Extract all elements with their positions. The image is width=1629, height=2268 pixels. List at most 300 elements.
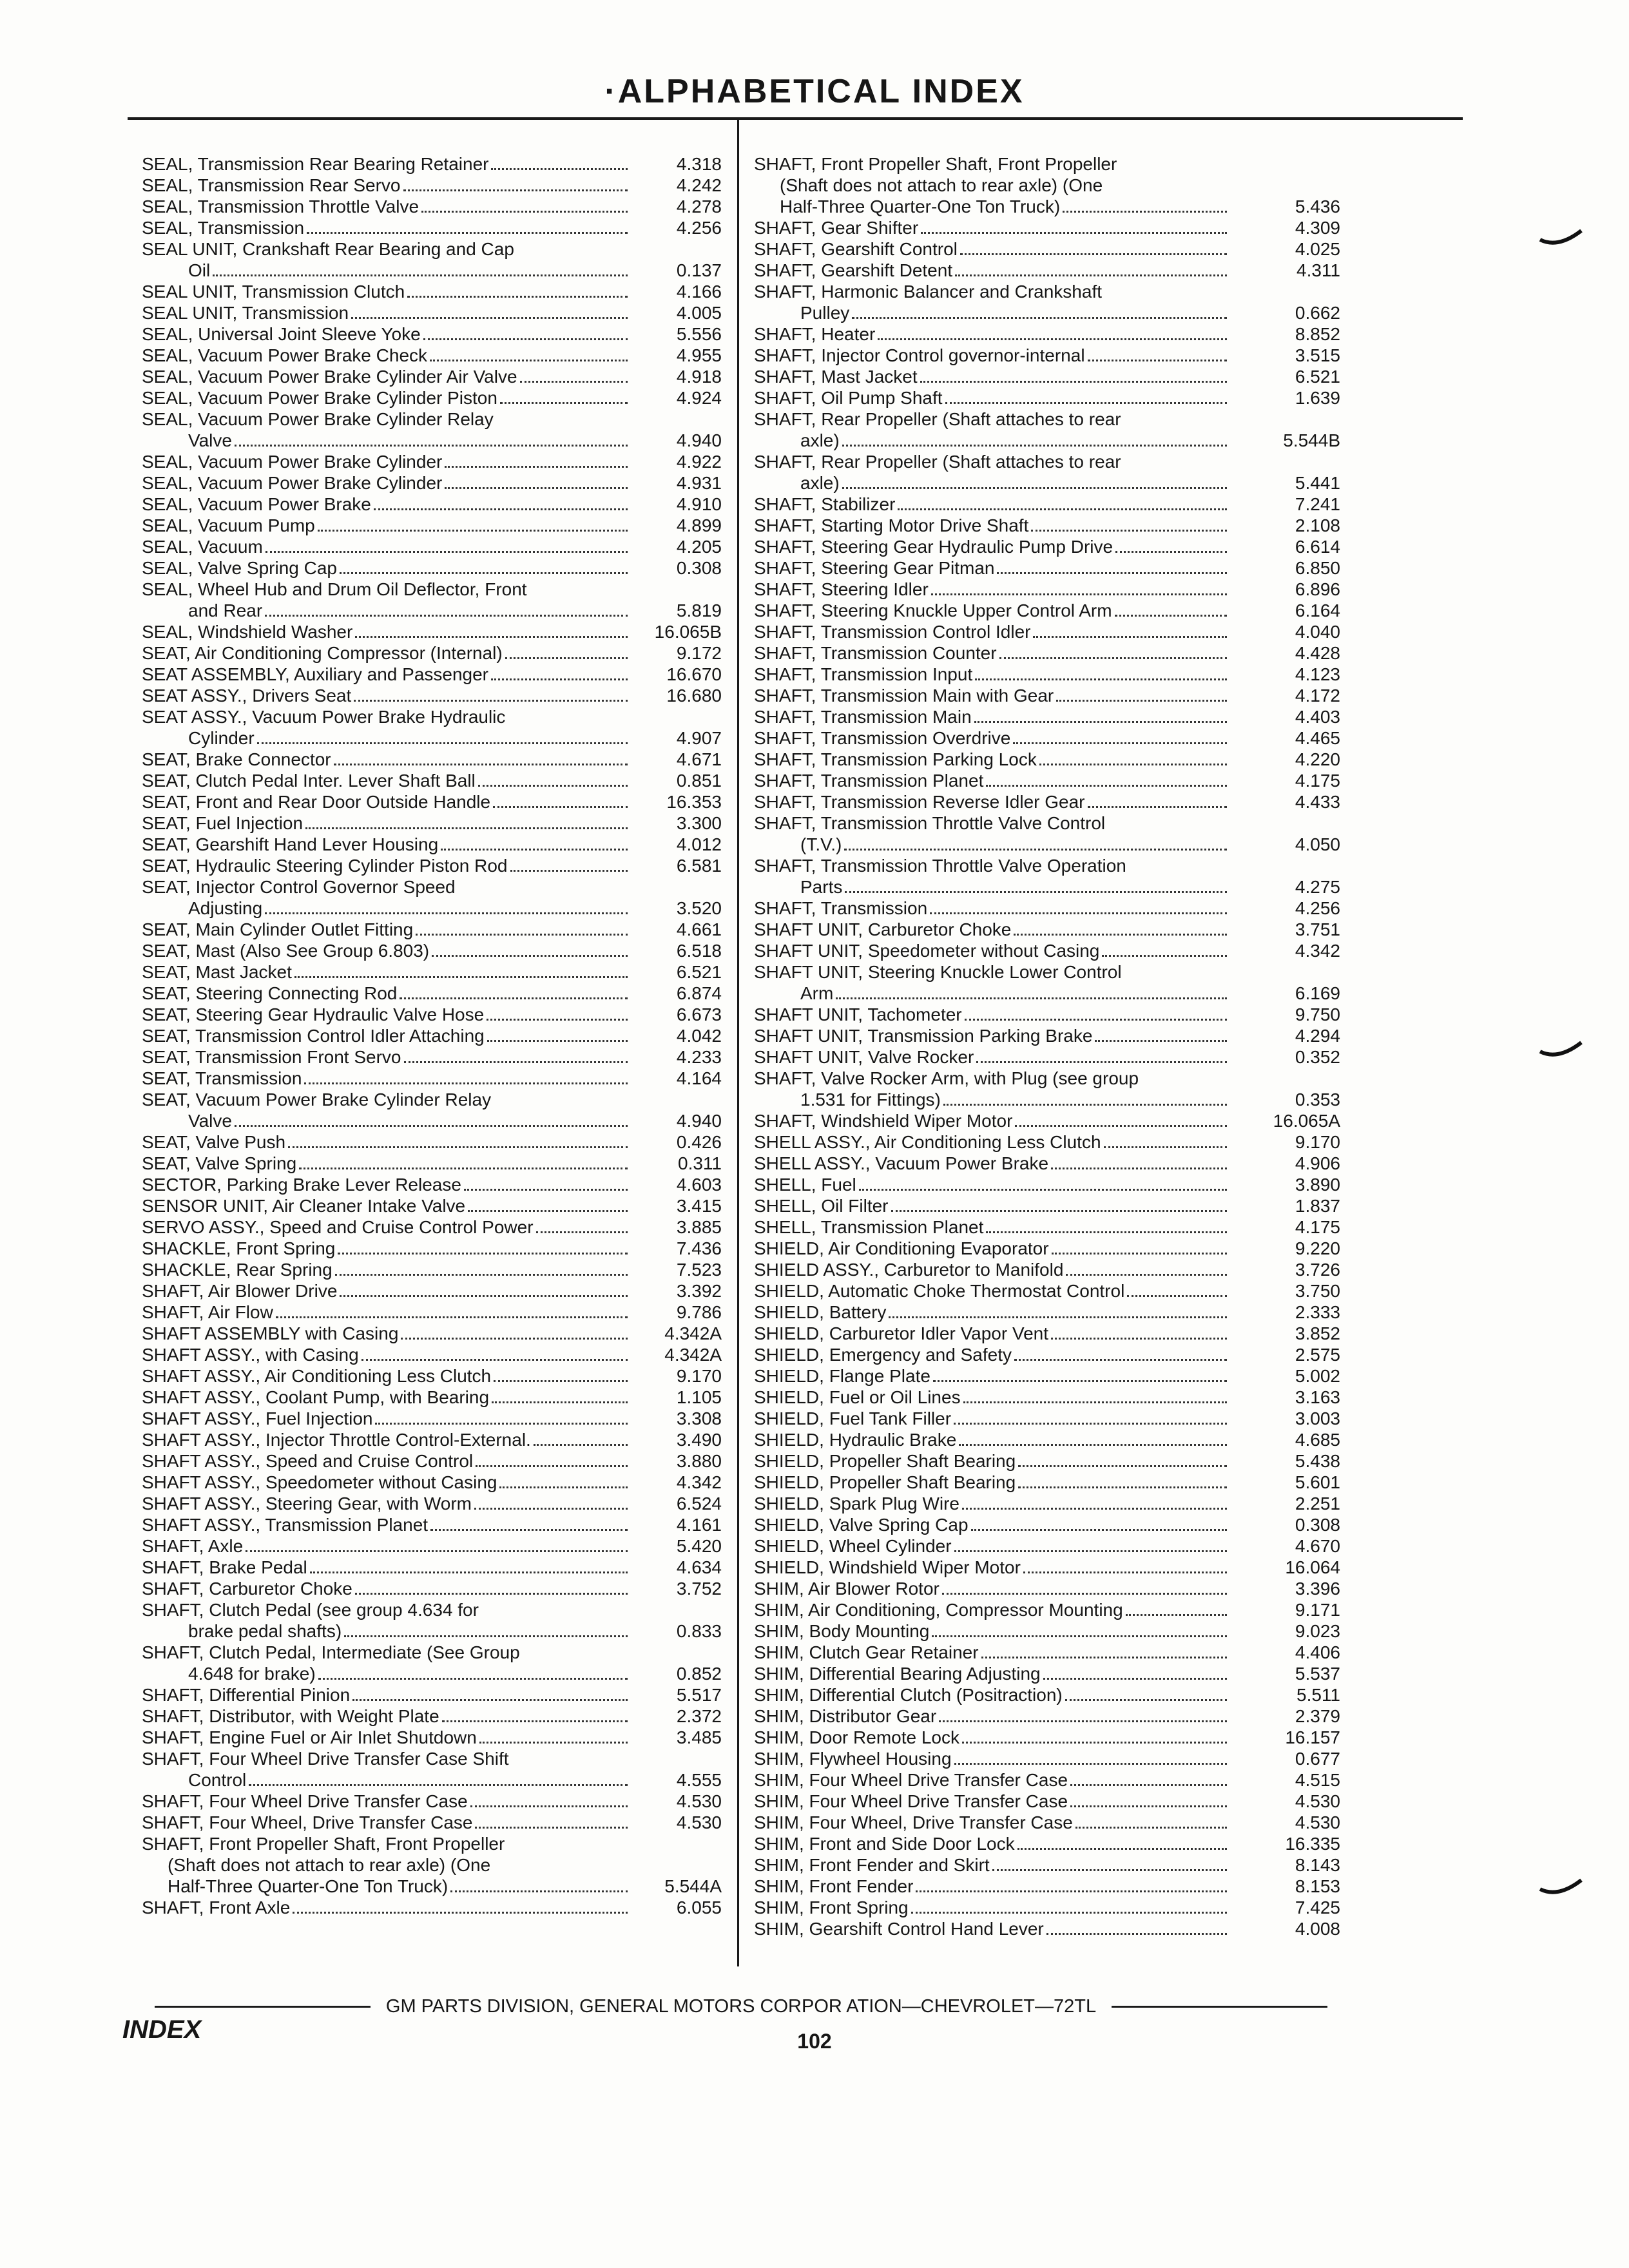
index-entry (754, 1068, 1340, 1110)
dot-leader (954, 1750, 1227, 1765)
index-entry-line (142, 472, 631, 494)
dot-leader (898, 495, 1227, 510)
index-entry-line (754, 451, 1231, 472)
index-entry-line (754, 1153, 1231, 1174)
index-entry (754, 1110, 1340, 1131)
index-entry-ref: 3.308 (676, 1408, 722, 1428)
index-entry-line (142, 1068, 631, 1089)
index-entry-label: SEAT, Gearshift Hand Lever Housing (142, 834, 439, 854)
index-entry-ref: 16.353 (666, 792, 722, 812)
index-entry-text (142, 1365, 631, 1387)
index-entry-label: SHIELD, Propeller Shaft Bearing (754, 1472, 1016, 1492)
index-entry-ref: 4.172 (1295, 686, 1340, 706)
index-entry-label: SEAT, Valve Spring (142, 1153, 297, 1173)
dot-leader (859, 1176, 1227, 1191)
index-entry (754, 919, 1340, 940)
index-entry (754, 685, 1340, 706)
dot-leader (844, 836, 1227, 850)
dot-leader (487, 1027, 628, 1042)
dot-leader (536, 1218, 628, 1233)
index-entry-ref: 4.406 (1295, 1642, 1340, 1662)
index-entry-label: SEAT, Transmission Control Idler Attaching (142, 1026, 485, 1046)
index-entry-line (142, 1599, 631, 1620)
index-entry (142, 1365, 722, 1387)
dot-leader (318, 517, 628, 532)
index-entry-label: Cylinder (188, 728, 255, 748)
index-entry-line (142, 515, 631, 536)
index-entry-label: SEAL, Transmission (142, 218, 305, 238)
dot-leader (1115, 538, 1227, 553)
index-entry-ref: 3.163 (1295, 1387, 1340, 1407)
index-entry-label: SHIELD, Wheel Cylinder (754, 1536, 952, 1556)
index-entry-ref: 0.852 (676, 1664, 722, 1684)
index-entry-label: SHIM, Front Fender and Skirt (754, 1855, 990, 1875)
index-entry-line (754, 1493, 1231, 1514)
index-entry (754, 1259, 1340, 1280)
index-entry-line (754, 408, 1231, 430)
index-entry-line (142, 1025, 631, 1046)
index-entry-line (754, 1174, 1231, 1195)
index-entry (754, 1323, 1340, 1344)
index-entry-label: SHAFT, Transmission Throttle Valve Operation (754, 856, 1126, 876)
index-entry-ref: 1.105 (676, 1387, 722, 1407)
index-entry-line (754, 1365, 1231, 1387)
index-entry-text (754, 749, 1231, 770)
index-entry-text (142, 1472, 631, 1493)
index-entry-ref: 4.465 (1295, 728, 1340, 748)
index-entry-ref: 9.172 (676, 643, 722, 663)
dot-leader (340, 559, 628, 574)
index-entry-label: SEAT, Vacuum Power Brake Cylinder Relay (142, 1090, 492, 1110)
index-entry-text (754, 791, 1231, 812)
index-entry-text (754, 1344, 1231, 1365)
index-entry-label: SHIM, Differential Clutch (Positraction) (754, 1685, 1063, 1705)
footer-rule-left (155, 2006, 371, 2008)
index-entry-line (754, 983, 1231, 1004)
index-entry-text (142, 855, 631, 876)
index-entry-label: SHAFT, Steering Knuckle Upper Control Arm (754, 601, 1112, 620)
index-entry (142, 387, 722, 408)
dot-leader (997, 559, 1227, 574)
index-entry-text (754, 1854, 1231, 1876)
index-entry-text (142, 557, 631, 579)
section-label: INDEX (122, 2015, 202, 2044)
index-entry-text (754, 812, 1231, 855)
index-entry-line (142, 1323, 631, 1344)
index-entry-ref: 4.256 (1295, 898, 1340, 918)
index-entry-line (754, 536, 1231, 557)
dot-leader (1015, 1112, 1227, 1127)
index-entry (754, 579, 1340, 600)
index-entry-line (754, 1684, 1231, 1706)
index-entry-text (142, 706, 631, 749)
dot-leader (1095, 1027, 1227, 1042)
index-entry-ref: 4.530 (676, 1791, 722, 1811)
index-entry (754, 1578, 1340, 1599)
index-entry-label: SHIM, Gearshift Control Hand Lever (754, 1919, 1044, 1939)
dot-leader (416, 921, 628, 936)
index-entry-ref: 2.333 (1295, 1302, 1340, 1322)
index-entry-label: SEAL UNIT, Transmission Clutch (142, 282, 405, 302)
index-entry-line (142, 600, 631, 621)
index-entry-line (754, 1238, 1231, 1259)
index-entry (142, 494, 722, 515)
index-entry-ref: 4.342 (676, 1472, 722, 1492)
dot-leader (318, 1665, 628, 1680)
dot-leader (954, 1410, 1227, 1425)
index-entry (142, 515, 722, 536)
index-entry-label: SHAFT UNIT, Valve Rocker (754, 1047, 974, 1067)
index-entry (142, 919, 722, 940)
index-entry-ref: 6.521 (1295, 367, 1340, 387)
index-entry-ref: 0.308 (1295, 1515, 1340, 1535)
index-entry-ref: 3.751 (1295, 919, 1340, 939)
index-entry-ref: 1.639 (1295, 388, 1340, 408)
index-entry (142, 196, 722, 217)
index-entry-ref: 4.012 (676, 834, 722, 854)
index-entry (754, 1280, 1340, 1302)
index-entry (754, 494, 1340, 515)
index-entry-ref: 5.517 (676, 1685, 722, 1705)
index-entry-ref: 0.851 (676, 771, 722, 791)
index-entry-line (142, 876, 631, 898)
index-entry-line (142, 621, 631, 642)
index-entry-ref: 6.164 (1295, 601, 1340, 620)
index-entry-line (142, 1769, 631, 1791)
index-entry-label: SEAT, Hydraulic Steering Cylinder Piston Rod (142, 856, 508, 876)
index-entry-text (142, 1684, 631, 1706)
index-entry-label: SHAFT, Gear Shifter (754, 218, 919, 238)
index-entry-ref: 3.485 (676, 1727, 722, 1747)
index-entry-line (142, 1706, 631, 1727)
index-entry-line (142, 1408, 631, 1429)
index-entry-ref: 5.436 (1295, 197, 1340, 216)
index-entry (754, 1493, 1340, 1514)
dot-leader (421, 198, 628, 213)
index-entry-ref: 16.335 (1285, 1834, 1340, 1854)
index-entry-label: SHAFT, Valve Rocker Arm, with Plug (see group (754, 1068, 1139, 1088)
index-entry-text (142, 175, 631, 196)
index-entry-label: SHAFT, Rear Propeller (Shaft attaches to rear (754, 409, 1121, 429)
dot-leader (491, 155, 628, 170)
index-entry-text (142, 196, 631, 217)
index-entry-ref: 4.924 (676, 388, 722, 408)
index-entry-line (754, 430, 1231, 451)
index-entry (754, 1004, 1340, 1025)
index-entry-ref: 8.852 (1295, 324, 1340, 344)
dot-leader (235, 432, 628, 447)
index-entry (754, 451, 1340, 494)
index-entry-label: axle) (800, 430, 840, 450)
index-entry-text (754, 898, 1231, 919)
index-entry-text (142, 1599, 631, 1642)
index-entry-line (142, 323, 631, 345)
index-entry-text (754, 557, 1231, 579)
index-entry-line (754, 1025, 1231, 1046)
index-entry-label: SEAL, Vacuum Pump (142, 515, 315, 535)
dot-leader (351, 304, 628, 319)
index-entry-text (754, 1153, 1231, 1174)
index-entry (142, 1684, 722, 1706)
dot-leader (493, 793, 628, 808)
index-entry-label: SHAFT, Carburetor Choke (142, 1579, 352, 1599)
index-entry-text (754, 1684, 1231, 1706)
index-entry-line (142, 1195, 631, 1216)
index-entry-ref: 4.931 (676, 473, 722, 493)
index-entry-label: SHAFT, Heater (754, 324, 876, 344)
index-entry-label: SHAFT, Transmission Main (754, 707, 972, 727)
index-entry (142, 1025, 722, 1046)
dot-leader (836, 985, 1227, 999)
index-entry-label: SEAL, Windshield Washer (142, 622, 353, 642)
index-entry-ref: 4.910 (676, 494, 722, 514)
index-entry-label: SHIELD, Valve Spring Cap (754, 1515, 969, 1535)
index-entry (142, 834, 722, 855)
index-entry (142, 579, 722, 621)
index-entry-ref: 4.175 (1295, 1217, 1340, 1237)
index-entry (142, 1046, 722, 1068)
index-entry (754, 1684, 1340, 1706)
index-entry (142, 770, 722, 791)
index-entry-line (142, 1472, 631, 1493)
dot-leader (361, 1346, 628, 1361)
index-entry-text (142, 1535, 631, 1557)
index-entry-label: SEAL UNIT, Transmission (142, 303, 349, 323)
index-entry-label: SHAFT, Rear Propeller (Shaft attaches to rear (754, 452, 1121, 472)
index-entry-text (142, 1727, 631, 1748)
index-entry-line (142, 1046, 631, 1068)
index-entry-ref: 2.379 (1295, 1706, 1340, 1726)
index-entry-label: SEAT ASSY., Vacuum Power Brake Hydraulic (142, 707, 506, 727)
index-entry (754, 1918, 1340, 1939)
index-entry-line (754, 685, 1231, 706)
index-entry-ref: 6.521 (676, 962, 722, 982)
index-entry-label: SHAFT, Four Wheel Drive Transfer Case (142, 1791, 468, 1811)
index-entry-label: Valve (188, 430, 232, 450)
index-entry-label: SEAT ASSEMBLY, Auxiliary and Passenger (142, 664, 489, 684)
index-entry-text (142, 1174, 631, 1195)
index-entry-label: SHAFT ASSY., with Casing (142, 1345, 359, 1365)
index-entry-ref: 4.918 (676, 367, 722, 387)
index-entry-text (142, 302, 631, 323)
index-entry-line (142, 1153, 631, 1174)
index-entry-label: SHAFT UNIT, Steering Knuckle Lower Control (754, 962, 1122, 982)
index-entry-text (142, 1259, 631, 1280)
index-entry-text (142, 1025, 631, 1046)
dot-leader (213, 262, 628, 276)
index-entry (754, 1854, 1340, 1876)
dot-leader (1017, 1835, 1227, 1850)
index-entry-label: Half-Three Quarter-One Ton Truck) (780, 197, 1061, 216)
index-entry-label: SHIELD, Fuel or Oil Lines (754, 1387, 961, 1407)
index-entry (754, 1812, 1340, 1833)
index-entry-text (754, 1748, 1231, 1769)
index-entry-label: SHAFT, Steering Idler (754, 579, 929, 599)
dot-leader (1065, 1686, 1227, 1701)
index-entry-line (754, 1599, 1231, 1620)
index-entry-label: SHAFT, Mast Jacket (754, 367, 918, 387)
index-entry-line (142, 1727, 631, 1748)
index-entry-line (142, 791, 631, 812)
index-entry (754, 217, 1340, 238)
index-entry-label: SHIELD, Air Conditioning Evaporator (754, 1238, 1049, 1258)
index-entry-ref: 6.581 (676, 856, 722, 876)
index-entry-line (142, 685, 631, 706)
index-entry-text (754, 642, 1231, 664)
index-entry (754, 1195, 1340, 1216)
dot-leader (276, 1303, 628, 1318)
dot-leader (1043, 1665, 1227, 1680)
index-entry (754, 749, 1340, 770)
index-entry (754, 770, 1340, 791)
index-entry-ref: 4.342A (664, 1323, 722, 1343)
index-entry (142, 153, 722, 175)
index-entry-text (142, 791, 631, 812)
index-entry-line (754, 1791, 1231, 1812)
dot-leader (1063, 198, 1227, 213)
index-entry-label: SEAT, Brake Connector (142, 749, 331, 769)
index-entry (142, 1089, 722, 1131)
index-entry (754, 1876, 1340, 1897)
index-entry-text (754, 1131, 1231, 1153)
index-entry-label: SHIM, Differential Bearing Adjusting (754, 1664, 1041, 1684)
index-entry (142, 472, 722, 494)
index-entry-label: SHAFT, Transmission (754, 898, 928, 918)
index-entry-label: SECTOR, Parking Brake Lever Release (142, 1175, 461, 1195)
index-entry-label: SHAFT, Transmission Overdrive (754, 728, 1011, 748)
dot-leader (407, 283, 628, 298)
index-entry-label: Valve (188, 1111, 232, 1131)
index-entry (754, 1153, 1340, 1174)
index-entry-text (754, 1876, 1231, 1897)
index-entry-label: SEAT, Fuel Injection (142, 813, 304, 833)
index-entry-text (754, 1025, 1231, 1046)
index-entry-label: SHAFT, Air Blower Drive (142, 1281, 338, 1301)
dot-leader (430, 347, 628, 361)
index-entry-line (754, 834, 1231, 855)
index-entry-ref: 4.294 (1295, 1026, 1340, 1046)
dot-leader (432, 942, 628, 957)
dot-leader (355, 623, 628, 638)
index-entry-ref: 16.157 (1285, 1727, 1340, 1747)
index-entry-label: SEAL, Vacuum Power Brake Cylinder Piston (142, 388, 497, 408)
index-entry-label: SHAFT ASSY., Fuel Injection (142, 1408, 373, 1428)
index-entry-ref: 7.523 (676, 1260, 722, 1280)
index-entry-text (142, 1897, 631, 1918)
index-entry-ref: 3.396 (1295, 1579, 1340, 1599)
index-entry-ref: 4.164 (676, 1068, 722, 1088)
index-entry-text (754, 281, 1231, 323)
index-entry-ref: 4.242 (676, 175, 722, 195)
index-entry-label: Oil (188, 260, 211, 280)
index-entry (142, 1493, 722, 1514)
index-entry (754, 1387, 1340, 1408)
index-entry-label: SHAFT ASSY., Steering Gear, with Worm (142, 1494, 472, 1514)
index-entry-text (754, 1259, 1231, 1280)
index-entry (754, 1025, 1340, 1046)
index-entry-text (754, 770, 1231, 791)
dot-leader (911, 1899, 1227, 1914)
index-entry-label: SHACKLE, Front Spring (142, 1238, 336, 1258)
index-entry-line (754, 1706, 1231, 1727)
index-entry-label: SHIELD, Spark Plug Wire (754, 1494, 959, 1514)
index-entry-line (754, 515, 1231, 536)
index-entry-label: SHIM, Air Conditioning, Compressor Mounting (754, 1600, 1123, 1620)
index-entry-ref: 4.123 (1295, 664, 1340, 684)
index-entry-text (142, 1642, 631, 1684)
index-entry (754, 812, 1340, 855)
dot-leader (1075, 1814, 1227, 1829)
index-entry-label: SHAFT, Engine Fuel or Air Inlet Shutdown (142, 1727, 477, 1747)
index-entry (142, 876, 722, 919)
index-entry-label: SHAFT, Steering Gear Hydraulic Pump Drive (754, 537, 1113, 557)
dot-leader (971, 1516, 1227, 1531)
index-entry-label: SHAFT, Clutch Pedal, Intermediate (See Group (142, 1642, 520, 1662)
dot-leader (1039, 751, 1227, 765)
index-entry (142, 1387, 722, 1408)
dot-leader (974, 708, 1227, 723)
index-entry-text (142, 345, 631, 366)
dot-leader (299, 1155, 628, 1169)
index-entry-ref: 9.170 (676, 1366, 722, 1386)
index-entry-line (142, 1302, 631, 1323)
index-entry-text (754, 515, 1231, 536)
dot-leader (491, 666, 628, 680)
index-entry-line (142, 281, 631, 302)
index-entry (142, 451, 722, 472)
index-entry-text (142, 1791, 631, 1812)
dot-leader (1102, 942, 1227, 957)
index-entry-text (754, 1791, 1231, 1812)
index-entry-ref: 4.342A (664, 1345, 722, 1365)
index-entry-text (142, 366, 631, 387)
index-entry-line (142, 1280, 631, 1302)
dot-leader (1046, 1920, 1227, 1935)
dot-leader (1013, 729, 1227, 744)
dot-leader (1023, 1559, 1227, 1573)
index-entry-ref: 3.885 (676, 1217, 722, 1237)
index-entry-ref: 7.425 (1295, 1898, 1340, 1917)
index-entry-text (754, 260, 1231, 281)
index-entry-line (142, 1131, 631, 1153)
index-entry (142, 1748, 722, 1791)
index-entry-line (142, 366, 631, 387)
index-entry-line (142, 557, 631, 579)
index-entry-label: (T.V.) (800, 834, 842, 854)
index-entry-line (754, 1387, 1231, 1408)
index-entry-text (754, 323, 1231, 345)
index-entry-label: SERVO ASSY., Speed and Cruise Control Power (142, 1217, 534, 1237)
index-entry-text (142, 1429, 631, 1450)
dot-leader (235, 1112, 628, 1127)
index-entry-line (142, 834, 631, 855)
index-entry (754, 1727, 1340, 1748)
dot-leader (965, 1006, 1227, 1021)
index-entry-line (754, 1535, 1231, 1557)
index-entry-line (142, 196, 631, 217)
index-entry (142, 1153, 722, 1174)
dot-leader (1051, 1325, 1227, 1340)
index-entry-line (142, 1387, 631, 1408)
index-entry (754, 1216, 1340, 1238)
index-entry-text (754, 153, 1231, 217)
index-entry-label: 4.648 for brake) (188, 1664, 316, 1684)
index-entry (754, 1174, 1340, 1195)
index-entry (142, 791, 722, 812)
index-entry-line (142, 1578, 631, 1599)
index-entry-ref: 2.251 (1295, 1494, 1340, 1514)
index-entry-line (142, 430, 631, 451)
